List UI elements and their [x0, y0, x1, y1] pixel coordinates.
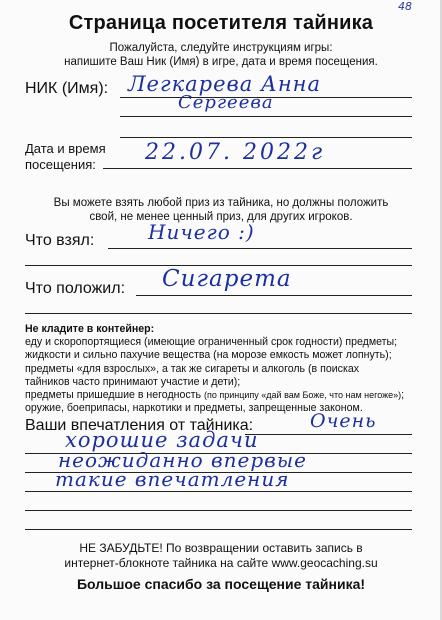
- impressions-handwriting-4: такие впечатления: [55, 467, 290, 491]
- footer-line-2: интернет-блокноте тайника на сайте www.geocaching.su: [64, 556, 378, 570]
- impressions-line-4: [25, 491, 412, 492]
- put-handwriting: Сигарета: [162, 266, 292, 292]
- impressions-handwriting-2: хорошие задачи: [65, 428, 259, 452]
- instructions: [0, 41, 442, 69]
- visit-label-line-2: посещения:: [25, 157, 96, 172]
- page-title: Страница посетителя тайника: [68, 12, 374, 34]
- footer-line-1: НЕ ЗАБУДЬТЕ! По возвращении оставить запись в: [79, 541, 363, 555]
- nick-label: НИК (Имя):: [25, 80, 109, 97]
- footer-reminder: [0, 541, 442, 571]
- put-label: Что положил:: [25, 280, 126, 297]
- rules-line-5-small: (по принципу «дай вам Боже, что нам негоже»): [203, 390, 402, 401]
- nick-handwriting-1: Легкарева Анна: [128, 72, 322, 96]
- rules-line-6: оружие, боеприпасы, наркотики и предметы, запрещенные законом.: [25, 402, 363, 415]
- impressions-label: Ваши впечатления от тайника:: [25, 417, 254, 434]
- visit-handwriting: 22.07. 2022г: [145, 140, 326, 165]
- instructions-line-2: напишите Ваш Ник (Имя) в игре, дата и время посещения.: [64, 56, 378, 68]
- impressions-line-6: [25, 529, 412, 530]
- impressions-handwriting-1: Очень: [310, 410, 377, 432]
- put-line-1: [136, 295, 412, 296]
- rules-line-3: предметы «для взрослых», а так же сигареты и алкоголь (в поисках: [25, 362, 360, 375]
- take-note-line-2: свой, не менее ценный приз, для других игроков.: [89, 211, 353, 223]
- put-line-2: [25, 313, 412, 314]
- visit-label-line-1: Дата и время: [25, 141, 106, 156]
- took-label: Что взял:: [25, 232, 95, 249]
- instructions-line-1: Пожалуйста, следуйте инструкциям игры:: [109, 42, 333, 54]
- rules-line-4: тайников часто принимают участие и дети);: [25, 375, 241, 388]
- rules-block: [25, 323, 425, 415]
- nick-handwriting-2: Сергеева: [178, 92, 274, 113]
- rules-line-5-end: ;: [401, 389, 405, 402]
- took-handwriting: Ничего :): [148, 220, 255, 244]
- footer-thanks: Большое спасибо за посещение тайника!: [76, 576, 366, 592]
- take-note-line-1: Вы можете взять любой приз из тайника, но должны положить: [53, 197, 389, 209]
- rules-line-1: еду и скоропортящиеся (имеющие ограниченный срок годности) предметы;: [25, 336, 398, 349]
- impressions-line-5: [25, 510, 412, 511]
- rules-line-5: [25, 389, 425, 402]
- visit-label: [25, 141, 106, 173]
- visit-line: [103, 168, 412, 169]
- page-number: 48: [398, 0, 412, 13]
- nick-line-3: [120, 137, 412, 138]
- nick-line-2: [120, 116, 412, 117]
- rules-line-2: жидкости и сильно пахучие вещества (на морозе емкость может лопнуть);: [25, 349, 392, 362]
- took-line-1: [108, 248, 412, 249]
- rules-heading: Не кладите в контейнер:: [25, 323, 155, 335]
- impressions-line-1: [245, 434, 412, 435]
- impressions-handwriting-3: неожиданно впервые: [58, 448, 307, 472]
- rules-line-5-main: предметы пришедшие в негодность: [25, 389, 204, 402]
